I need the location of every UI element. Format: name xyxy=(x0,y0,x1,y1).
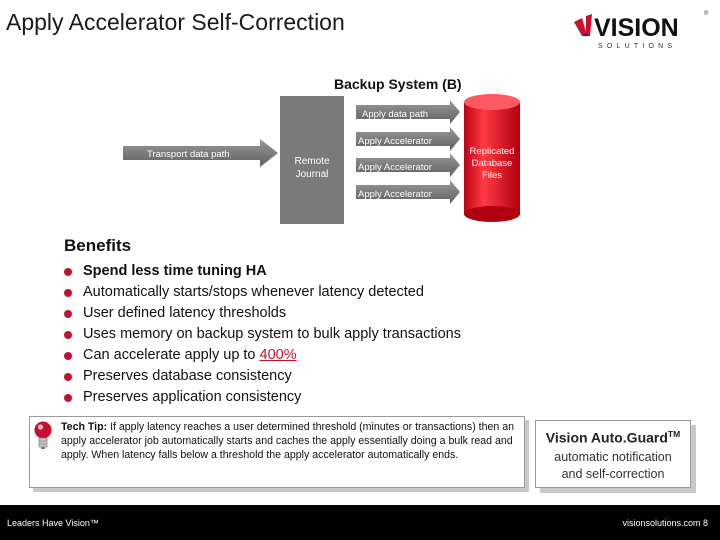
bullet-icon xyxy=(64,331,72,339)
backup-system-diagram xyxy=(120,68,520,226)
bullet-icon xyxy=(64,394,72,402)
autoguard-title-text: Vision Auto.Guard xyxy=(545,429,668,446)
benefits-heading: Benefits xyxy=(64,236,132,255)
db-label-1: Replicated xyxy=(469,146,515,157)
logo-brand: VISION xyxy=(594,14,679,42)
autoguard-subtitle-2: and self-correction xyxy=(561,466,665,481)
footer-website-page: visionsolutions.com 8 xyxy=(622,518,708,528)
logo-tagline: SOLUTIONS xyxy=(598,43,677,50)
benefit-text: Spend less time tuning HA xyxy=(83,263,267,279)
slide-title: Apply Accelerator Self-Correction xyxy=(6,9,345,35)
db-label-3: Files xyxy=(481,170,503,181)
bullet-icon xyxy=(64,373,72,381)
vision-solutions-logo xyxy=(570,6,716,52)
benefit-text: Preserves application consistency xyxy=(83,389,302,405)
db-label-2: Database xyxy=(471,158,513,169)
transport-data-path-arrow xyxy=(123,139,278,167)
logo-mark-icon xyxy=(574,14,592,36)
benefit-text: User defined latency thresholds xyxy=(83,305,287,321)
apply-data-path-label: Apply data path xyxy=(362,109,429,120)
tech-tip-text xyxy=(61,420,523,462)
benefit-text: Automatically starts/stops whenever latency detected xyxy=(83,284,424,300)
autoguard-subtitle xyxy=(536,449,690,483)
benefit-item xyxy=(64,387,461,408)
replicated-database-cylinder xyxy=(464,94,520,222)
lightbulb-icon xyxy=(33,420,53,452)
apply-accelerator-label-1: Apply Accelerator xyxy=(358,136,432,147)
benefit-item xyxy=(64,366,461,387)
benefit-item xyxy=(64,261,461,282)
tech-tip-body: If apply latency reaches a user determined threshold (minutes or transactions) then an apply accelerator job automatically starts and caches the apply essentially doing a bulk read and apply. When latency falls below a threshold the apply accelerator automatically ends. xyxy=(61,421,515,461)
bullet-icon xyxy=(64,268,72,276)
benefit-text: Can accelerate apply up to xyxy=(83,347,260,363)
autoguard-subtitle-1: automatic notification xyxy=(554,449,672,464)
bullet-icon xyxy=(64,289,72,297)
logo-registered-mark: ® xyxy=(704,11,709,17)
apply-accelerator-label-3: Apply Accelerator xyxy=(358,189,432,200)
transport-data-path-label: Transport data path xyxy=(147,149,230,160)
benefit-item xyxy=(64,303,461,324)
accelerate-percent-link[interactable]: 400% xyxy=(259,347,297,363)
benefit-text: Uses memory on backup system to bulk apply transactions xyxy=(83,326,461,342)
autoguard-title xyxy=(536,429,690,446)
autoguard-trademark: TM xyxy=(667,429,681,439)
benefits-list xyxy=(64,261,461,408)
remote-journal-label-2: Journal xyxy=(295,169,329,180)
bullet-icon xyxy=(64,310,72,318)
benefit-item xyxy=(64,345,461,366)
apply-accelerator-label-2: Apply Accelerator xyxy=(358,162,432,173)
footer-bar xyxy=(0,505,720,540)
tech-tip-label: Tech Tip: xyxy=(61,421,108,433)
remote-journal-label-1: Remote xyxy=(294,156,330,167)
benefit-item xyxy=(64,282,461,303)
benefit-item xyxy=(64,324,461,345)
backup-system-heading: Backup System (B) xyxy=(334,76,462,92)
autoguard-box xyxy=(535,420,691,488)
bullet-icon xyxy=(64,352,72,360)
benefit-text: Preserves database consistency xyxy=(83,368,292,384)
footer-tagline: Leaders Have Vision™ xyxy=(7,518,99,528)
